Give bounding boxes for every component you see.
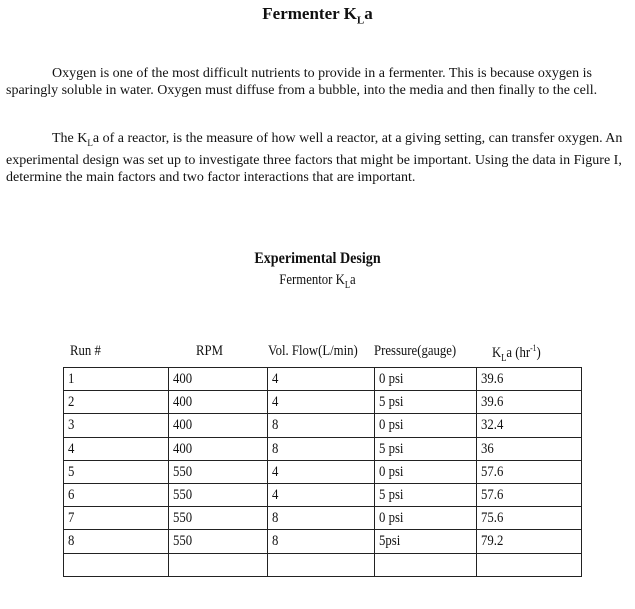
pressure-cell: 5psi <box>375 530 477 553</box>
table-row <box>64 391 582 414</box>
rpm-cell: 550 <box>169 483 268 506</box>
kla-cell: 57.6 <box>477 483 582 506</box>
run-cell: 4 <box>64 437 169 460</box>
run-cell: 2 <box>64 391 169 414</box>
figure-title: Experimental Design <box>254 250 381 267</box>
kla-cell: 36 <box>477 437 582 460</box>
run-cell: 5 <box>64 460 169 483</box>
table-row <box>64 368 582 391</box>
run-cell: 8 <box>64 530 169 553</box>
kla-cell: 39.6 <box>477 391 582 414</box>
flow-cell: 4 <box>268 368 375 391</box>
rpm-cell: 400 <box>169 368 268 391</box>
header-pressure: Pressure(gauge) <box>374 343 457 359</box>
run-cell: 7 <box>64 507 169 530</box>
table-row <box>64 507 582 530</box>
flow-cell: 8 <box>268 530 375 553</box>
pressure-cell <box>375 553 477 576</box>
pressure-cell: 0 psi <box>375 414 477 437</box>
header-flow: Vol. Flow(L/min) <box>268 343 358 359</box>
rpm-cell: 550 <box>169 460 268 483</box>
pressure-cell: 5 psi <box>375 483 477 506</box>
pressure-cell: 0 psi <box>375 507 477 530</box>
flow-cell: 8 <box>268 507 375 530</box>
pressure-cell: 5 psi <box>375 391 477 414</box>
header-kla: $K_La$ $(hr^{-1})$ <box>492 343 541 364</box>
flow-cell: 4 <box>268 483 375 506</box>
pressure-cell: 0 psi <box>375 460 477 483</box>
flow-cell: 8 <box>268 414 375 437</box>
pressure-cell: 0 psi <box>375 368 477 391</box>
header-run: Run # <box>70 343 101 359</box>
table-row <box>64 483 582 506</box>
table-row <box>64 553 582 576</box>
table-row <box>64 414 582 437</box>
document-title: Fermenter $K_La$ <box>262 4 373 27</box>
rpm-cell: 400 <box>169 414 268 437</box>
run-cell <box>64 553 169 576</box>
kla-cell: 39.6 <box>477 368 582 391</box>
flow-cell: 4 <box>268 391 375 414</box>
flow-cell: 8 <box>268 437 375 460</box>
rpm-cell <box>169 553 268 576</box>
run-cell: 1 <box>64 368 169 391</box>
kla-cell: 79.2 <box>477 530 582 553</box>
flow-cell: 4 <box>268 460 375 483</box>
kla-cell: 57.6 <box>477 460 582 483</box>
rpm-cell: 400 <box>169 391 268 414</box>
table-row <box>64 437 582 460</box>
run-cell: 3 <box>64 414 169 437</box>
rpm-cell: 400 <box>169 437 268 460</box>
task-paragraph: The $K_La$ of a reactor, is the measure of how well a reactor, at a giving setting, can transfer oxygen. An experimental design was set up to investigate three factors that might be important. Using the data in Figure I, determine the main factors and two factor interactions that are important. <box>6 131 623 185</box>
pressure-cell: 5 psi <box>375 437 477 460</box>
kla-cell: 32.4 <box>477 414 582 437</box>
table-row <box>64 460 582 483</box>
rpm-cell: 550 <box>169 530 268 553</box>
table-row <box>64 530 582 553</box>
header-rpm: RPM <box>196 343 223 359</box>
kla-cell <box>477 553 582 576</box>
experimental-design-table <box>63 367 582 577</box>
flow-cell <box>268 553 375 576</box>
intro-paragraph: Oxygen is one of the most difficult nutrients to provide in a fermenter. This is because oxygen is sparingly soluble in water. Oxygen must diffuse from a bubble, into the media and then finally to the cell. <box>6 66 598 98</box>
rpm-cell: 550 <box>169 507 268 530</box>
run-cell: 6 <box>64 483 169 506</box>
figure-subtitle: Fermentor $K_La$ <box>279 272 356 291</box>
kla-cell: 75.6 <box>477 507 582 530</box>
